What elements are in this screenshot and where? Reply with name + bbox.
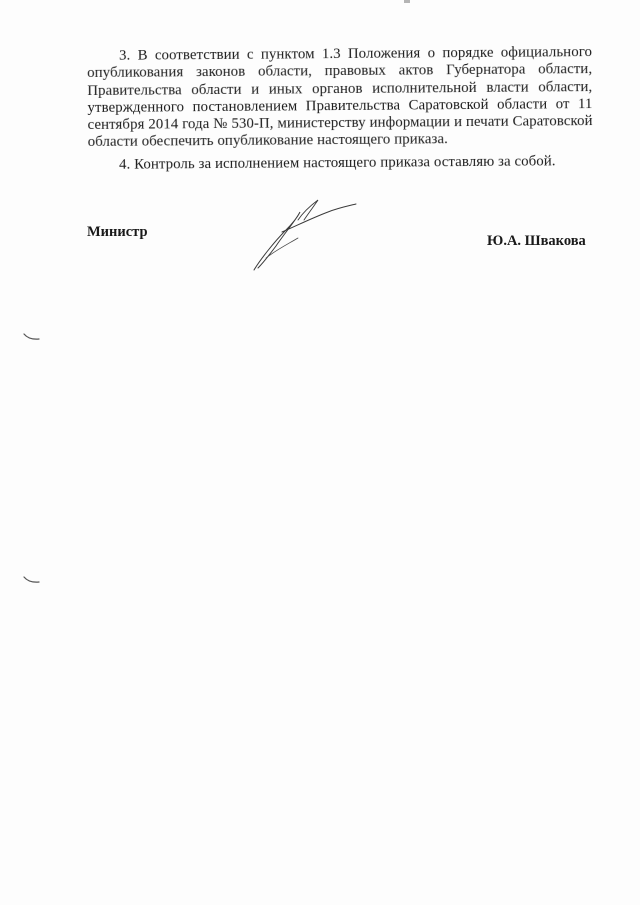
- punch-mark-icon: [23, 333, 41, 341]
- punch-mark-icon: [23, 576, 41, 584]
- paragraph-3: 3. В соответствии с пунктом 1.3 Положения о порядке официального опубликования законов области, правовых актов Губернатора области, Правительства области и иных органов исполнительной власти области, утвержденного постановлением Правительства Саратовской области от 11 сентября 2014 года № 530-П, министерству информации и печати Саратовской области обеспечить опубликование настоящего приказа.: [87, 44, 593, 151]
- signature-icon: [240, 190, 370, 275]
- signatory-title: Министр: [87, 224, 148, 240]
- paragraph-4: 4. Контроль за исполнением настоящего приказа оставляю за собой.: [118, 153, 556, 173]
- scan-artifact: [404, 0, 410, 3]
- signatory-name: Ю.А. Швакова: [487, 233, 586, 249]
